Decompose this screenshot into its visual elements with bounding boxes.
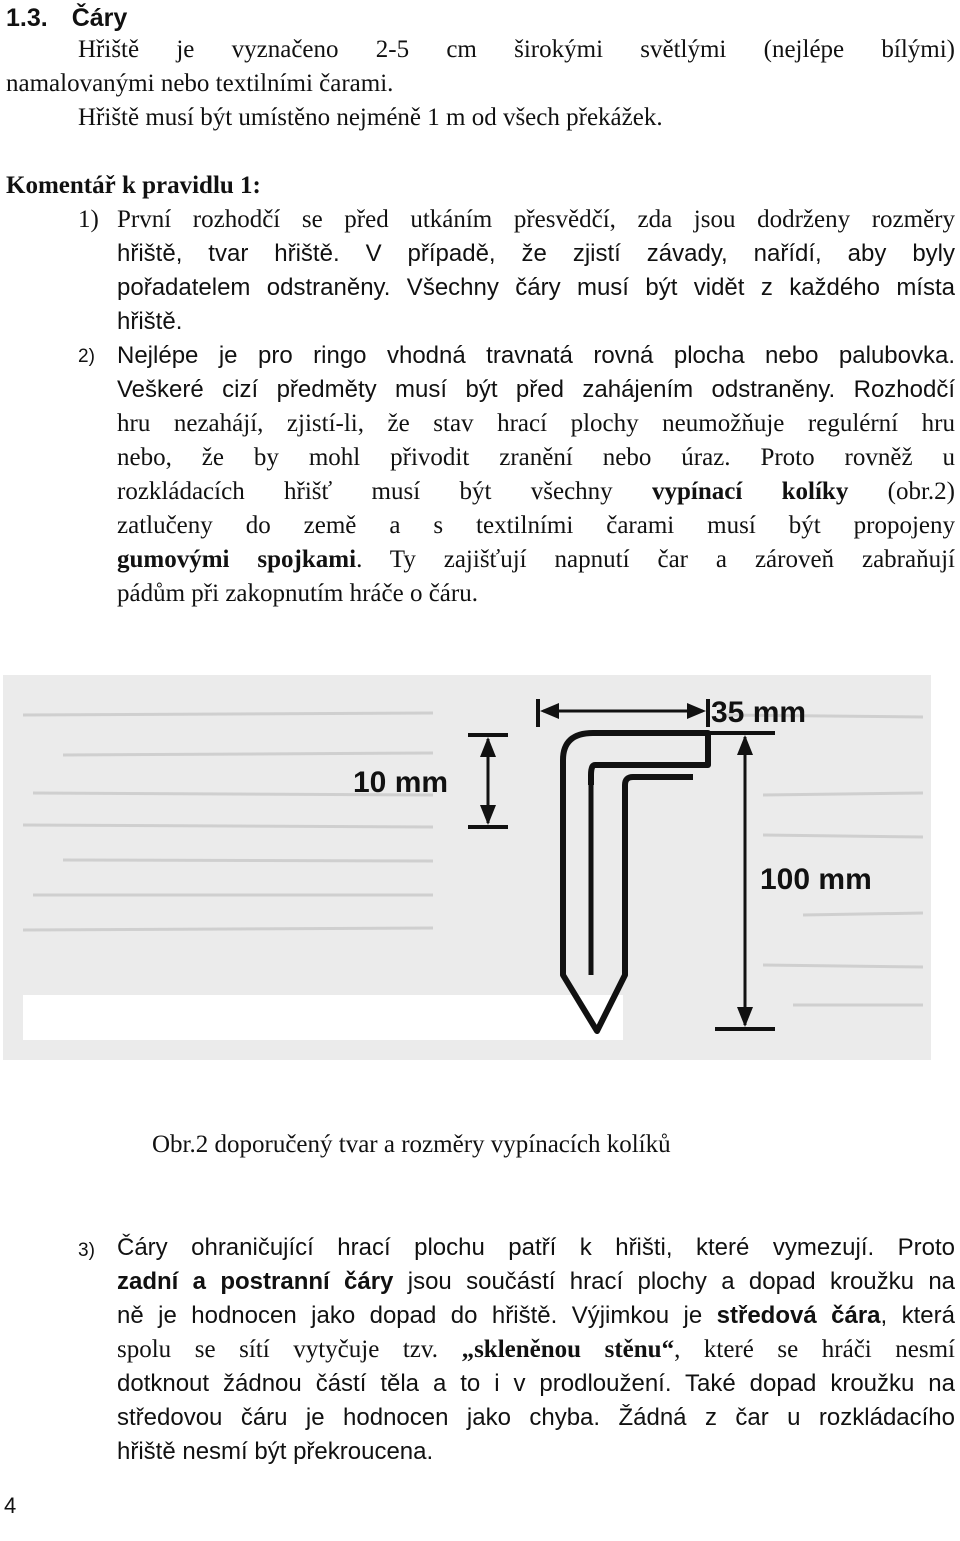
glass-wall-term: „skleněnou stěnu“ [461,1336,675,1363]
item3-line-3-text: ně je hodnocen jako dopad do hřiště. Výjimkou je [117,1302,717,1329]
item2-line-1: Nejlépe je pro ringo vhodná travnatá rovná plocha nebo palubovka. [117,342,955,369]
item2-line-5 [117,478,955,506]
scan-texture [23,713,923,1005]
height-arrow-down [737,1007,753,1027]
item2-line-5-text: rozkládacích hřišť musí být všechny [117,478,613,505]
item1-number: 1) [78,206,99,233]
center-line-term: středová čára [716,1302,881,1329]
item1-line-3: pořadatelem odstraněny. Všechny čáry musí být vidět z každého místa [117,274,955,301]
width-arrow-left [540,703,559,719]
item3-line-2-text: jsou součástí hrací plochy a dopad kroužku na [393,1268,956,1295]
item1-line-2: hřiště, tvar hřiště. V případě, že zjistí závady, nařídí, aby byly [117,240,955,267]
item3-line-5: dotknout žádnou částí těla a to i v prodloužení. Také dopad kroužku na [117,1370,955,1397]
page-number: 4 [4,1493,17,1518]
item3-line-2 [117,1268,955,1296]
top-arrow-down [480,805,496,825]
figure-reference: (obr.2) [887,478,956,505]
section-title: Čáry [71,4,128,32]
intro-line-2: namalovanými nebo textilními čarami. [6,70,394,97]
item3-line-7: hřiště nesmí být překroucena. [117,1438,434,1465]
height-arrow-up [737,735,753,755]
intro-line-3: Hřiště musí být umístěno nejméně 1 m od všech překážek. [78,104,663,131]
redacted-patch [23,995,623,1040]
item2-number: 2) [78,346,95,367]
item3-line-1: Čáry ohraničující hrací plochu patří k hřišti, které vymezují. Proto [117,1234,955,1261]
item3-line-6: středovou čáru je hodnocen jako chyba. Žádná z čar u rozkládacího [117,1404,955,1431]
item1-line-4: hřiště. [117,308,183,335]
height-label: 100 mm [760,863,872,896]
stake-term: vypínací kolíky [652,478,849,505]
item3-line-3 [117,1302,955,1330]
section-heading [6,4,127,33]
item3-line-4-text: spolu se sítí vytyčuje tzv. [117,1336,462,1363]
stake-figure [3,675,931,1060]
item3-line-4-end: , které se hráči nesmí [674,1336,955,1363]
top-arrow-up [480,737,496,757]
section-number: 1.3. [6,4,48,32]
item1-line-1: První rozhodčí se před utkáním přesvědčí, zda jsou dodrženy rozměry [117,206,955,233]
item2-line-3: hru nezahájí, zjistí-li, že stav hrací plochy neumožňuje regulérní hru [117,410,955,437]
figure-caption: Obr.2 doporučený tvar a rozměry vypínacích kolíků [152,1131,671,1158]
item3-number: 3) [78,1240,95,1261]
top-label: 10 mm [353,766,449,799]
intro-line-1: Hřiště je vyznačeno 2-5 cm širokými světlými (nejlépe bílými) [78,36,955,63]
item2-line-7 [117,546,955,574]
comment-title: Komentář k pravidlu 1: [6,172,261,199]
item3-line-4 [117,1336,955,1364]
item2-line-8: pádům při zakopnutím hráče o čáru. [117,580,478,607]
rubber-connector-term: gumovými spojkami [117,546,357,573]
stake-diagram [3,675,931,1060]
item2-line-7-text: . Ty zajišťují napnutí čar a zároveň zabraňují [356,546,955,573]
item2-line-6: zatlučeny do země a s textilními čarami musí být propojeny [117,512,955,539]
width-arrow-right [687,703,706,719]
item2-line-2: Veškeré cizí předměty musí být před zahájením odstraněny. Rozhodčí [117,376,955,403]
item2-line-4: nebo, že by mohl přivodit zranění nebo úraz. Proto rovněž u [117,444,955,471]
back-side-lines-term: zadní a postranní čáry [117,1268,394,1295]
item3-line-3-end: , která [880,1302,955,1329]
stake-shaft [563,775,693,1031]
width-label: 35 mm [711,696,807,729]
